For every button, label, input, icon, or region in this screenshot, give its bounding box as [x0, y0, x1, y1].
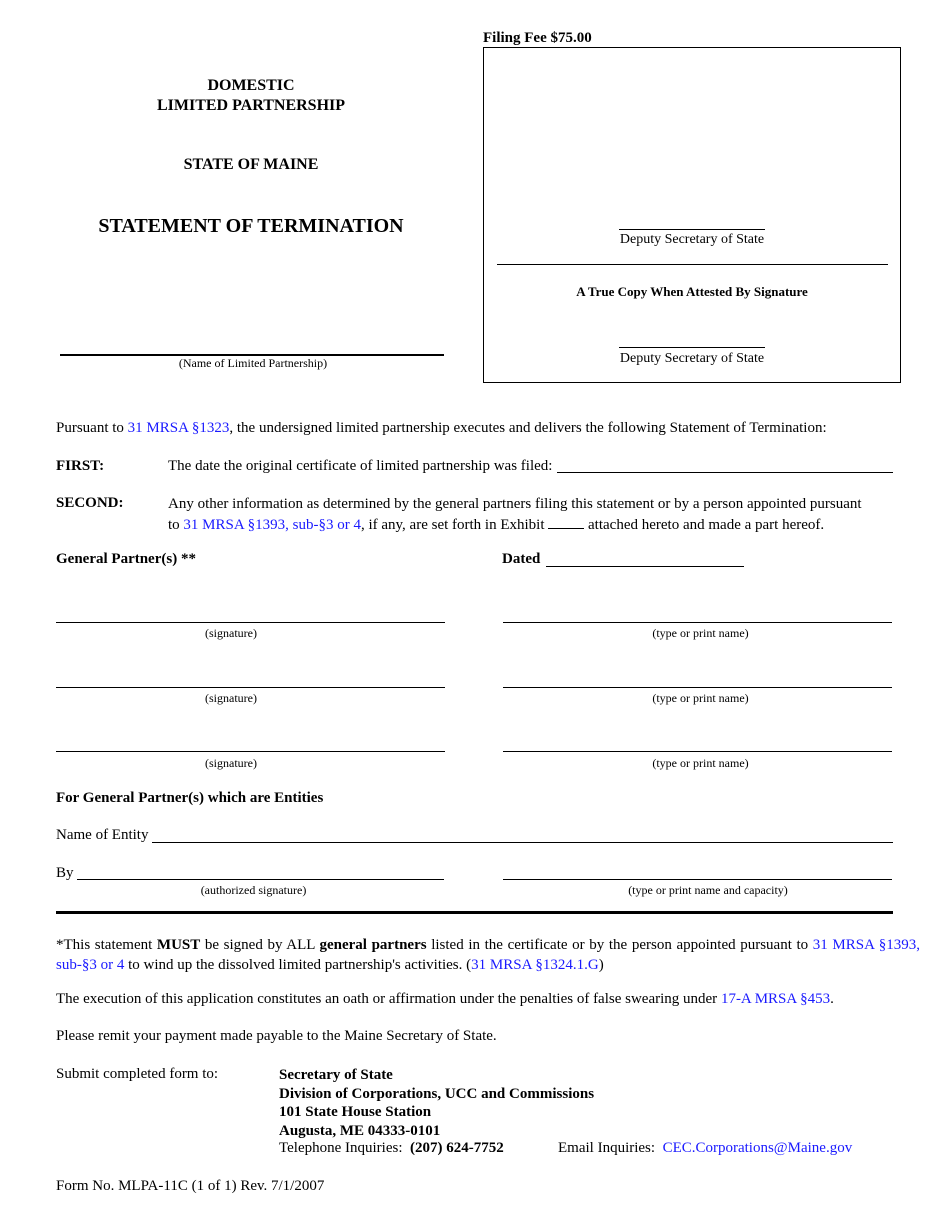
form-type-line-2: LIMITED PARTNERSHIP: [156, 97, 346, 114]
form-type-heading: [60, 76, 442, 116]
state-heading: STATE OF MAINE: [183, 156, 319, 173]
signature-caption-2: (signature): [205, 691, 257, 705]
form-number: Form No. MLPA-11C (1 of 1) Rev. 7/1/2007: [56, 1178, 325, 1194]
dated-field[interactable]: [546, 551, 744, 567]
deputy-signature-line-2[interactable]: [619, 347, 765, 348]
attest-text: A True Copy When Attested By Signature: [576, 284, 808, 299]
entities-heading: For General Partner(s) which are Entities: [56, 790, 324, 806]
capacity-line[interactable]: [503, 879, 892, 880]
second-label: SECOND:: [56, 495, 124, 511]
signature-line-3[interactable]: [56, 751, 445, 752]
section-divider: [56, 911, 893, 914]
signature-caption-1: (signature): [205, 626, 257, 640]
payment-note: Please remit your payment made payable to the Maine Secretary of State.: [56, 1028, 497, 1044]
email-link[interactable]: CEC.Corporations@Maine.gov: [662, 1140, 853, 1156]
deputy-label-2: Deputy Secretary of State: [619, 351, 765, 366]
entity-name-field[interactable]: [152, 827, 893, 843]
box-divider: [497, 264, 888, 265]
original-filing-date-field[interactable]: [557, 458, 893, 473]
address-line-2: Division of Corporations, UCC and Commissions: [279, 1085, 595, 1102]
partnership-name-field[interactable]: [60, 338, 444, 356]
print-name-line-3[interactable]: [503, 751, 892, 752]
dated-label: Dated: [502, 551, 541, 567]
capacity-caption: (type or print name and capacity): [628, 883, 788, 897]
statute-link-453[interactable]: 17-A MRSA §453: [720, 991, 831, 1007]
second-paragraph: [168, 495, 903, 535]
signature-line-1[interactable]: [56, 622, 445, 623]
second-text-line-2: to 31 MRSA §1393, sub-§3 or 4, if any, are set forth in Exhibit attached hereto and made a part hereof.: [168, 514, 903, 535]
address-line-3: 101 State House Station: [279, 1104, 432, 1120]
general-partners-heading: General Partner(s) **: [56, 551, 196, 567]
statute-link-1323[interactable]: 31 MRSA §1323: [127, 420, 230, 436]
page-title: STATEMENT OF TERMINATION: [98, 215, 404, 237]
email-row: [558, 1140, 852, 1157]
phone-label: Telephone Inquiries:: [279, 1140, 403, 1156]
phone-row: [279, 1140, 504, 1157]
statute-link-1393[interactable]: 31 MRSA §1393, sub-§3 or 4: [183, 517, 361, 533]
print-name-caption-3: (type or print name): [652, 756, 749, 770]
authorized-signature-field[interactable]: [77, 865, 444, 880]
second-text-line-1: Any other information as determined by the general partners filing this statement or by a person appointed pursuant: [168, 496, 862, 512]
signing-note: *This statement MUST be signed by ALL general partners listed in the certificate or by the person appointed pursuant to 31 MRSA §1393, sub-§3 or 4 to wind up the dissolved limited partnership's activities. (31 MRSA §1324.1.G): [56, 937, 920, 973]
print-name-line-2[interactable]: [503, 687, 892, 688]
phone-number: (207) 624-7752: [410, 1140, 504, 1156]
signature-line-2[interactable]: [56, 687, 445, 688]
first-label: FIRST:: [56, 458, 105, 474]
intro-paragraph: Pursuant to 31 MRSA §1323, the undersigned limited partnership executes and delivers the following Statement of Termination:: [56, 420, 827, 436]
print-name-caption-1: (type or print name): [652, 626, 749, 640]
statute-link-1393-note[interactable]: 31 MRSA §1393, sub-§3 or 4: [56, 937, 920, 973]
filing-stamp-box: [483, 47, 901, 383]
signature-caption-3: (signature): [205, 756, 257, 770]
by-label: By: [56, 865, 74, 881]
first-text: The date the original certificate of limited partnership was filed:: [168, 458, 553, 474]
mailing-address: [279, 1066, 594, 1140]
form-type-line-1: DOMESTIC: [207, 77, 295, 94]
deputy-label-1: Deputy Secretary of State: [619, 232, 765, 247]
print-name-caption-2: (type or print name): [652, 691, 749, 705]
authorized-signature-caption: (authorized signature): [200, 883, 307, 897]
email-label: Email Inquiries:: [558, 1140, 656, 1156]
address-line-4: Augusta, ME 04333-0101: [279, 1122, 441, 1139]
exhibit-field[interactable]: [548, 514, 584, 529]
print-name-line-1[interactable]: [503, 622, 892, 623]
address-line-1: Secretary of State: [279, 1067, 393, 1083]
deputy-signature-line-1[interactable]: [619, 229, 765, 230]
statute-link-1324[interactable]: 31 MRSA §1324.1.G: [471, 957, 599, 973]
partnership-name-caption: (Name of Limited Partnership): [178, 356, 328, 370]
entity-name-label: Name of Entity: [56, 827, 149, 843]
submit-label: Submit completed form to:: [56, 1066, 219, 1082]
oath-note: The execution of this application constitutes an oath or affirmation under the penalties of false swearing under 17-A MRSA §453.: [56, 991, 834, 1007]
filing-fee: Filing Fee $75.00: [483, 30, 592, 46]
